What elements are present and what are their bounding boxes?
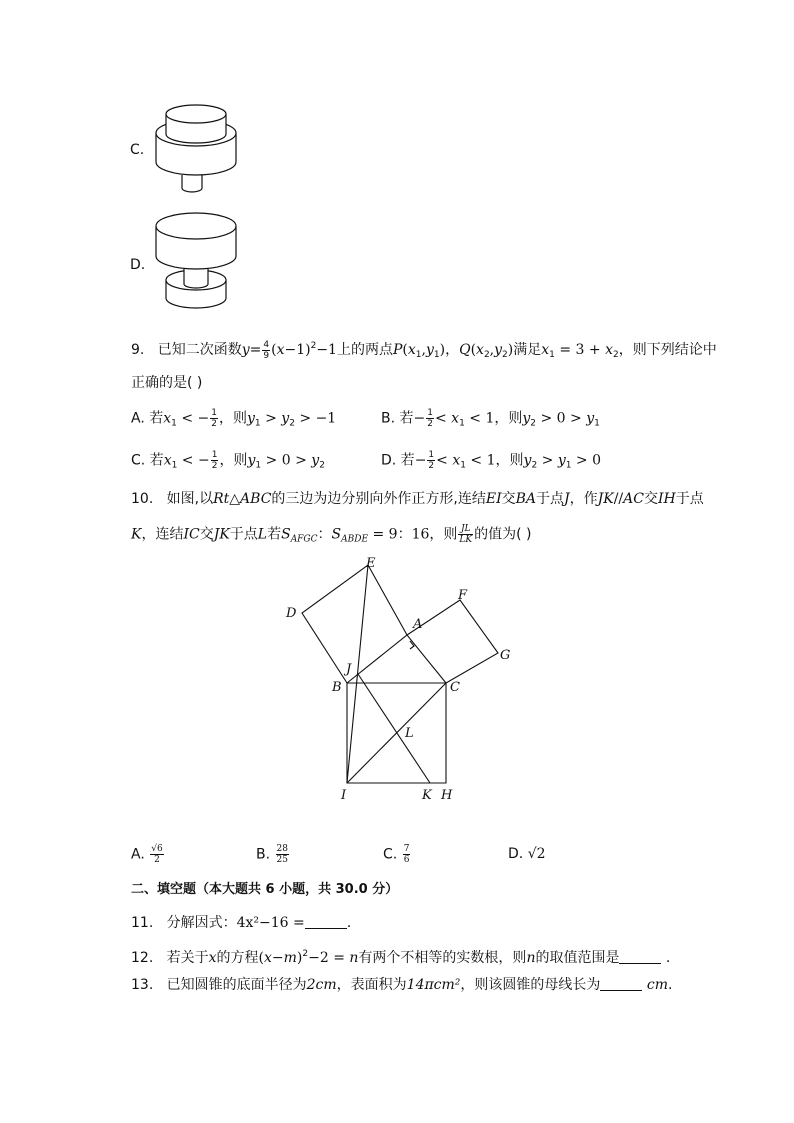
q12: 12. 若关于x的方程$(x-m)^2-2 = n$有两个不相等的实数根，则n的取值范围是 . — [131, 949, 671, 966]
label-A: A — [413, 617, 423, 632]
label-L: L — [405, 726, 414, 741]
label-I: I — [341, 788, 347, 803]
q9-option-b[interactable]: B. 若− $\frac{1}{2}$ < $x_1 < 1$，则$y_2 > 0 > y_1$ — [381, 408, 600, 429]
option-d-label: D. — [130, 257, 146, 273]
q11-answer-blank[interactable] — [305, 916, 347, 929]
label-G: G — [500, 648, 511, 663]
q10-choice-a[interactable]: A. $\frac{√6}{2}$ — [131, 844, 163, 865]
q10-choice-c[interactable]: C. $\frac{7}{6}$ — [383, 844, 410, 865]
q9-option-d[interactable]: D. 若− $\frac{1}{2}$ < $x_1 < 1$，则$y_2 > y_1 > 0$ — [381, 450, 602, 471]
option-d-solid-figure — [150, 208, 250, 318]
q9-stem-line2: 正确的是( ) — [131, 375, 203, 391]
option-c-solid-figure — [150, 100, 250, 195]
option-c-label: C. — [130, 142, 145, 158]
q10-geometry-figure — [280, 555, 520, 805]
label-J: J — [346, 662, 352, 677]
q9-stem-line1: 9. 已知二次函数y= $\frac{4}{9}$ $(x-1)^2-1$上的两点$P(x_1,y_1)$，$Q(x_2,y_2)$满足$x_1 = 3 + x_2$，则下列结论中 — [131, 339, 717, 361]
label-C: C — [450, 680, 460, 695]
q13: 13. 已知圆锥的底面半径为2cm，表面积为14πcm²，则该圆锥的母线长为 cm. — [131, 977, 673, 993]
q13-answer-blank[interactable] — [600, 978, 642, 991]
label-E: E — [366, 556, 376, 571]
q9-option-c[interactable]: C. 若$x_1$ < − $\frac{1}{2}$ ，则$y_1 > 0 > y_2$ — [131, 450, 325, 471]
q10-choice-b[interactable]: B. $\frac{28}{25}$ — [256, 844, 288, 865]
q12-answer-blank[interactable] — [619, 951, 661, 964]
label-K: K — [422, 788, 432, 803]
label-H: H — [441, 788, 453, 803]
label-D: D — [286, 606, 297, 621]
q9-option-a[interactable]: A. 若$x_1$ < − $\frac{1}{2}$ ，则$y_1 > y_2 > -1$ — [131, 408, 337, 429]
q10-stem-line1: 10. 如图,以Rt△ABC的三边为边分别向外作正方形,连结EI交BA于点J，作JK//AC交IH于点 — [131, 491, 704, 507]
q10-stem-line2: K，连结IC交JK于点L若$S_{AFGC}$：$S_{ABDE} = 9$：16，则 $\frac{JL}{LK}$ 的值为( ) — [131, 524, 532, 545]
q11: 11. 分解因式：4x²−16 = . — [131, 915, 352, 931]
label-B: B — [332, 680, 342, 695]
section-title-fill-in-blank: 二、填空题（本大题共 6 小题，共 30.0 分） — [131, 882, 399, 897]
label-F: F — [458, 588, 468, 603]
q10-choice-d[interactable]: D. √2 — [508, 846, 546, 862]
